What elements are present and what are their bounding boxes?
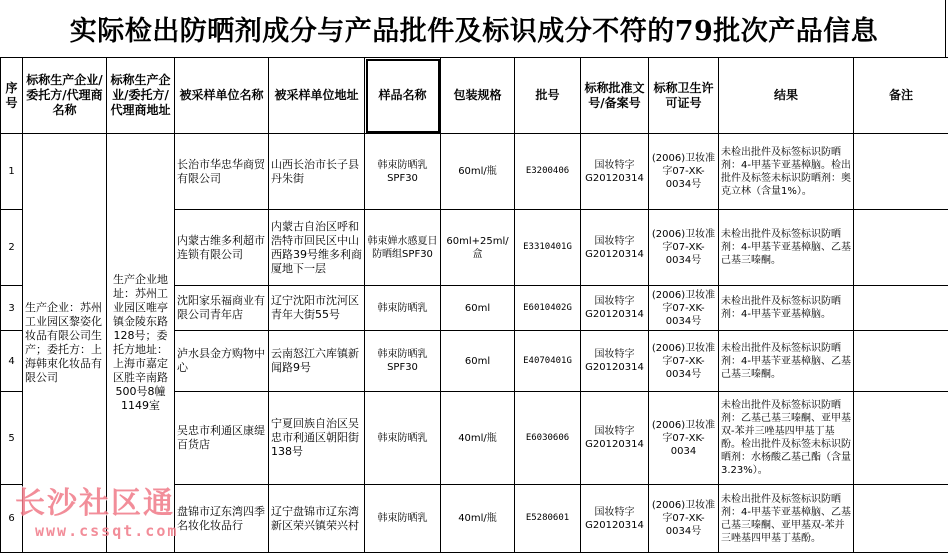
product-table [0,57,948,553]
cell-note[interactable] [854,134,948,210]
header-cell-note[interactable]: 备注 [854,58,948,134]
cell-approval[interactable]: 国妆特字G20120314 [581,331,649,392]
cell-no[interactable]: 3 [1,286,23,331]
cell-sampled-unit-address[interactable]: 云南怒江六库镇新闻路9号 [269,331,365,392]
cell-sampled-unit-address[interactable]: 宁夏回族自治区吴忠市利通区朝阳街138号 [269,392,365,485]
cell-sample-name[interactable]: 韩束婵水感夏日防晒组SPF30 [365,210,441,286]
cell-sampled-unit-address[interactable]: 内蒙古自治区呼和浩特市回民区中山西路39号维多利商厦地下一层 [269,210,365,286]
title-border [945,0,946,57]
watermark-logo-text: 长沙社区通 [15,478,178,522]
cell-approval[interactable]: 国妆特字G20120314 [581,286,649,331]
header-cell-sampled-unit-address[interactable]: 被采样单位地址 [269,58,365,134]
cell-no[interactable]: 1 [1,134,23,210]
cell-company-merged[interactable]: 生产企业：苏州工业园区黎姿化妆品有限公司生产；委托方：上海韩束化妆品有限公司 [23,134,107,553]
cell-sampled-unit[interactable]: 内蒙古维多利超市连锁有限公司 [175,210,269,286]
cell-sampled-unit-address[interactable]: 辽宁盘锦市辽东湾新区荣兴镇荣兴村 [269,485,365,553]
cell-batch[interactable]: E3310401G [515,210,581,286]
header-cell-no[interactable]: 序号 [1,58,23,134]
header-cell-company-address[interactable]: 标称生产企业/委托方/代理商地址 [107,58,175,134]
cell-spec[interactable]: 60ml [441,286,515,331]
cell-sampled-unit[interactable]: 沈阳家乐福商业有限公司青年店 [175,286,269,331]
cell-sample-name[interactable]: 韩束防晒乳 [365,485,441,553]
cell-sampled-unit[interactable]: 泸水县金方购物中心 [175,331,269,392]
cell-license[interactable]: (2006)卫妆准字07-XK-0034号 [649,286,719,331]
cell-note[interactable] [854,286,948,331]
header-cell-spec[interactable]: 包装规格 [441,58,515,134]
cell-no[interactable]: 5 [1,392,23,485]
cell-result[interactable]: 未检出批件及标签标识防晒剂：4-甲基苄亚基樟脑、乙基己基三嗪酮。 [719,331,854,392]
cell-license[interactable]: (2006)卫妆准字07-XK-0034号 [649,210,719,286]
header-cell-batch[interactable]: 批号 [515,58,581,134]
cell-sampled-unit[interactable]: 长治市华忠华商贸有限公司 [175,134,269,210]
header-cell-result[interactable]: 结果 [719,58,854,134]
cell-no[interactable]: 6 [1,485,23,553]
cell-sample-name[interactable]: 韩束防晒乳SPF30 [365,331,441,392]
cell-sampled-unit-address[interactable]: 辽宁沈阳市沈河区青年大街55号 [269,286,365,331]
cell-note[interactable] [854,485,948,553]
cell-sampled-unit-address[interactable]: 山西长治市长子县丹朱街 [269,134,365,210]
cell-result[interactable]: 未检出批件及标签标识防晒剂：4-甲基苄亚基樟脑、乙基己基三嗪酮、亚甲基双-苯并三唑基四甲基丁基酚。 [719,485,854,553]
cell-sampled-unit[interactable]: 盘锦市辽东湾四季名妆化妆品行 [175,485,269,553]
cell-spec[interactable]: 40ml/瓶 [441,392,515,485]
cell-batch[interactable]: E6030606 [515,392,581,485]
header-row [1,58,948,134]
cell-batch[interactable]: E3200406 [515,134,581,210]
cell-spec[interactable]: 60ml+25ml/盒 [441,210,515,286]
cell-spec[interactable]: 40ml/瓶 [441,485,515,553]
header-cell-approval[interactable]: 标称批准文号/备案号 [581,58,649,134]
cell-result[interactable]: 未检出批件及标签标识防晒剂：4-甲基苄亚基樟脑。检出批件及标签未标识防晒剂：奥克立林（含量1%）。 [719,134,854,210]
cell-no[interactable]: 2 [1,210,23,286]
header-cell-license[interactable]: 标称卫生许可证号 [649,58,719,134]
header-cell-sample-name[interactable]: 样品名称 [365,58,441,134]
header-cell-company[interactable]: 标称生产企业/委托方/代理商名称 [23,58,107,134]
cell-batch[interactable]: E6010402G [515,286,581,331]
table-row [1,134,948,210]
cell-batch[interactable]: E4070401G [515,331,581,392]
cell-spec[interactable]: 60ml [441,331,515,392]
cell-sample-name[interactable]: 韩束防晒乳SPF30 [365,134,441,210]
page-title: 实际检出防晒剂成分与产品批件及标识成分不符的79批次产品信息 [0,0,948,57]
cell-license[interactable]: (2006)卫妆准字07-XK-0034号 [649,331,719,392]
cell-sample-name[interactable]: 韩束防晒乳 [365,286,441,331]
cell-license[interactable]: (2006)卫妆准字07-XK-0034 [649,392,719,485]
cell-approval[interactable]: 国妆特字G20120314 [581,210,649,286]
cell-batch[interactable]: E5280601 [515,485,581,553]
cell-result[interactable]: 未检出批件及标签标识防晒剂：乙基己基三嗪酮、亚甲基双-苯并三唑基四甲基丁基酚。检出批件及标签未标识防晒剂：水杨酸乙基己酯（含量3.23%）。 [719,392,854,485]
cell-spec[interactable]: 60ml/瓶 [441,134,515,210]
cell-result[interactable]: 未检出批件及标签标识防晒剂：4-甲基苄亚基樟脑、乙基己基三嗪酮。 [719,210,854,286]
cell-approval[interactable]: 国妆特字G20120314 [581,134,649,210]
cell-note[interactable] [854,210,948,286]
header-cell-sampled-unit[interactable]: 被采样单位名称 [175,58,269,134]
cell-note[interactable] [854,392,948,485]
cell-company-address-merged[interactable]: 生产企业地址：苏州工业园区唯亭镇金陵东路128号；委托方地址：上海市嘉定区胜辛南路500号8幢1149室 [107,134,175,553]
cell-license[interactable]: (2006)卫妆准字07-XK-0034号 [649,134,719,210]
cell-sample-name[interactable]: 韩束防晒乳 [365,392,441,485]
cell-note[interactable] [854,331,948,392]
cell-no[interactable]: 4 [1,331,23,392]
cell-license[interactable]: (2006)卫妆准字07-XK-0034号 [649,485,719,553]
cell-result[interactable]: 未检出批件及标签标识防晒剂：4-甲基苄亚基樟脑。 [719,286,854,331]
cell-sampled-unit[interactable]: 吴忠市利通区康缇百货店 [175,392,269,485]
cell-approval[interactable]: 国妆特字G20120314 [581,392,649,485]
cell-approval[interactable]: 国妆特字G20120314 [581,485,649,553]
watermark-url: www.cssqt.com [35,522,178,540]
